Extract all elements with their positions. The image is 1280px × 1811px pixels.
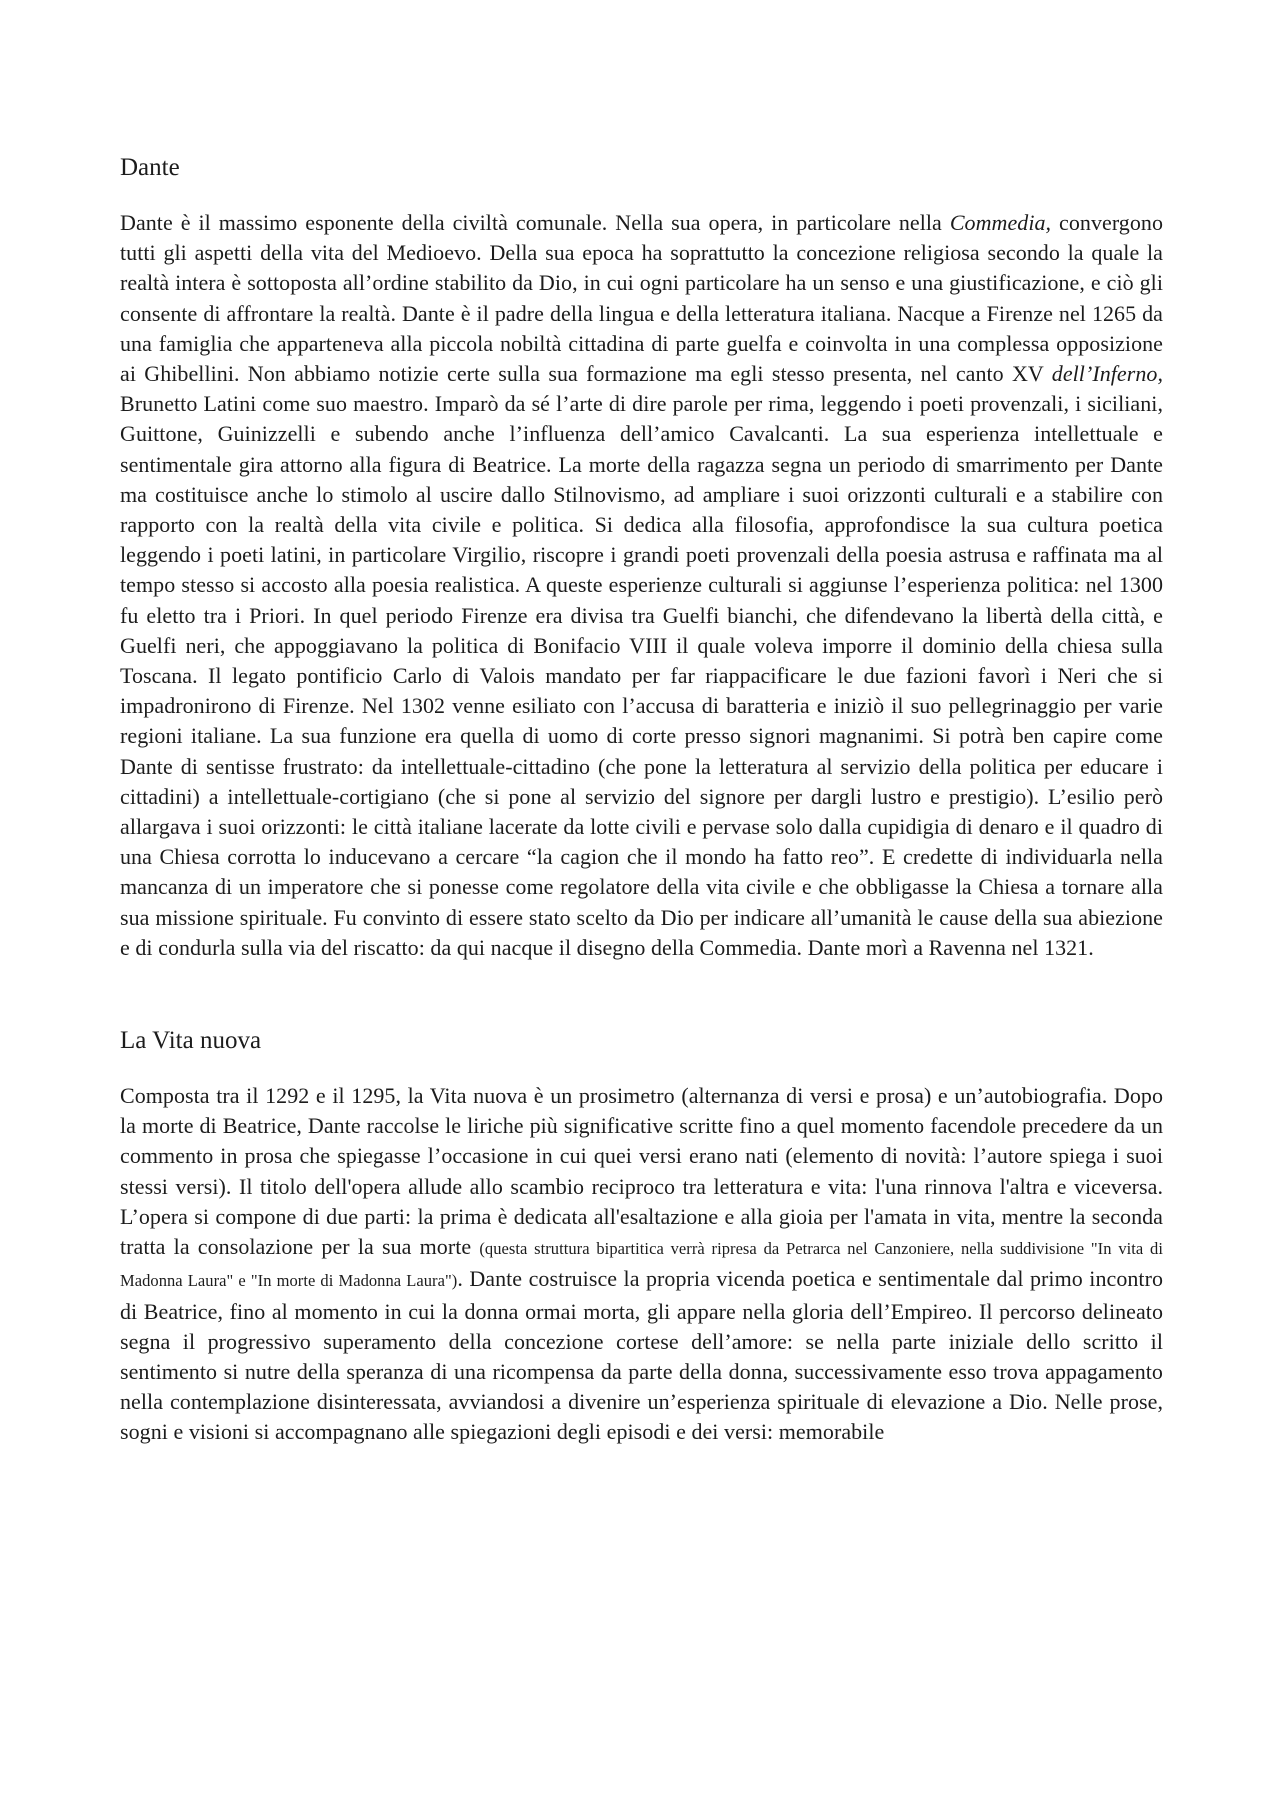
italic-inferno: dell’Inferno, [1051, 361, 1163, 387]
paragraph-vita-nuova [120, 1081, 1163, 1447]
paragraph-dante-biography [120, 208, 1163, 963]
italic-commedia: Commedia, [949, 210, 1052, 235]
small-note-petrarca: (questa struttura bipartitica verrà ripresa da Petrarca nel Canzoniere, nella suddivisione "In vita di Madonna Laura" e "In morte di Madonna Laura") [120, 1239, 1163, 1291]
section-title-dante: Dante [120, 154, 180, 181]
text-span: . Dante costruisce la propria vicenda poetica e sentimentale dal primo incontro di Beatrice, fino al momento in cui la donna ormai morta, gli appare nella gloria dell’Empireo. Il percorso delineato segna il progressivo superamento della concezione cortese dell’amore: se nella parte iniziale dello scritto il sentimento si nutre della speranza di una ricompensa da parte della donna, successivamente esso trova appagamento nella contemplazione disinteressata, avviandosi a divenire un’esperienza spirituale di elevazione a Dio. Nelle prose, sogni e visioni si accompagnano alle spiegazioni degli episodi e dei versi: memorabile [120, 1266, 1164, 1445]
text-span: convergono tutti gli aspetti della vita del Medioevo. Della sua epoca ha soprattutto la concezione religiosa secondo la quale la realtà intera è sottoposta all’ordine stabilito da Dio, in cui ogni particolare ha un senso e una giustificazione, e ciò gli consente di affrontare la realtà. Dante è il padre della lingua e della letteratura italiana. Nacque a Firenze nel 1265 da una famiglia che apparteneva alla piccola nobiltà cittadina di parte guelfa e coinvolta in una complessa opposizione ai Ghibellini. Non abbiamo notizie certe sulla sua formazione ma egli stesso presenta, nel canto XV [120, 210, 1163, 387]
text-span: Brunetto Latini come suo maestro. Imparò da sé l’arte di dire parole per rima, leggendo i poeti provenzali, i siciliani, Guittone, Guinizzelli e subendo anche l’influenza dell’amico Cavalcanti. La sua esperienza intellettuale e sentimentale gira attorno alla figura di Beatrice. La morte della ragazza segna un periodo di smarrimento per Dante ma costituisce anche lo stimolo al uscire dallo Stilnovismo, ad ampliare i suoi orizzonti culturali e a stabilire con rapporto con la realtà della vita civile e politica. Si dedica alla filosofia, approfondisce la sua cultura poetica leggendo i poeti latini, in particolare Virgilio, riscopre i grandi poeti provenzali della poesia astrusa e raffinata ma al tempo stesso si accosto alla poesia realistica. A queste esperienze culturali si aggiunse l’esperienza politica: nel 1300 fu eletto tra i Priori. In quel periodo Firenze era divisa tra Guelfi bianchi, che difendevano la libertà della città, e Guelfi neri, che appoggiavano la politica di Bonifacio VIII il quale voleva imporre il dominio della chiesa sulla Toscana. Il legato pontificio Carlo di Valois mandato per far riappacificare le due fazioni favorì i Neri che si impadronirono di Firenze. Nel 1302 venne esiliato con l’accusa di baratteria e iniziò il suo pellegrinaggio per varie regioni italiane. La sua funzione era quella di uomo di corte presso signori magnanimi. Si potrà ben capire come Dante di sentisse frustrato: da intellettuale-cittadino (che pone la letteratura al servizio della politica per educare i cittadini) a intellettuale-cortigiano (che si pone al servizio del signore per dargli lustro e prestigio). L’esilio però allargava i suoi orizzonti: le città italiane lacerate da lotte civili e pervase solo dalla cupidigia di denaro e il quadro di una Chiesa corrotta lo inducevano a cercare “la cagion che il mondo ha fatto reo”. E credette di individuarla nella mancanza di un imperatore che si ponesse come regolatore della vita civile e che obbligasse la Chiesa a tornare alla sua missione spirituale. Fu convinto di essere stato scelto da Dio per indicare all’umanità le cause della sua abiezione e di condurla sulla via del riscatto: da qui nacque il disegno della Commedia. Dante morì a Ravenna nel 1321. [120, 391, 1163, 960]
text-span: Composta tra il 1292 e il 1295, la Vita nuova è un prosimetro (alternanza di versi e prosa) e un’autobiografia. Dopo la morte di Beatrice, Dante raccolse le liriche più significative scritte fino a quel momento facendole precedere da un commento in prosa che spiegasse l’occasione in cui quei versi erano nati (elemento di novità: l’autore spiega i suoi stessi versi). Il titolo dell'opera allude allo scambio reciproco tra letteratura e vita: l'una rinnova l'altra e viceversa. L’opera si compone di due parti: la prima è dedicata all'esaltazione e alla gioia per l'amata in vita, mentre la seconda tratta la consolazione per la sua morte [120, 1083, 1163, 1260]
section-title-vita-nuova: La Vita nuova [120, 1027, 262, 1055]
text-span: Dante è il massimo esponente della civiltà comunale. Nella sua opera, in particolare nella [120, 210, 950, 235]
